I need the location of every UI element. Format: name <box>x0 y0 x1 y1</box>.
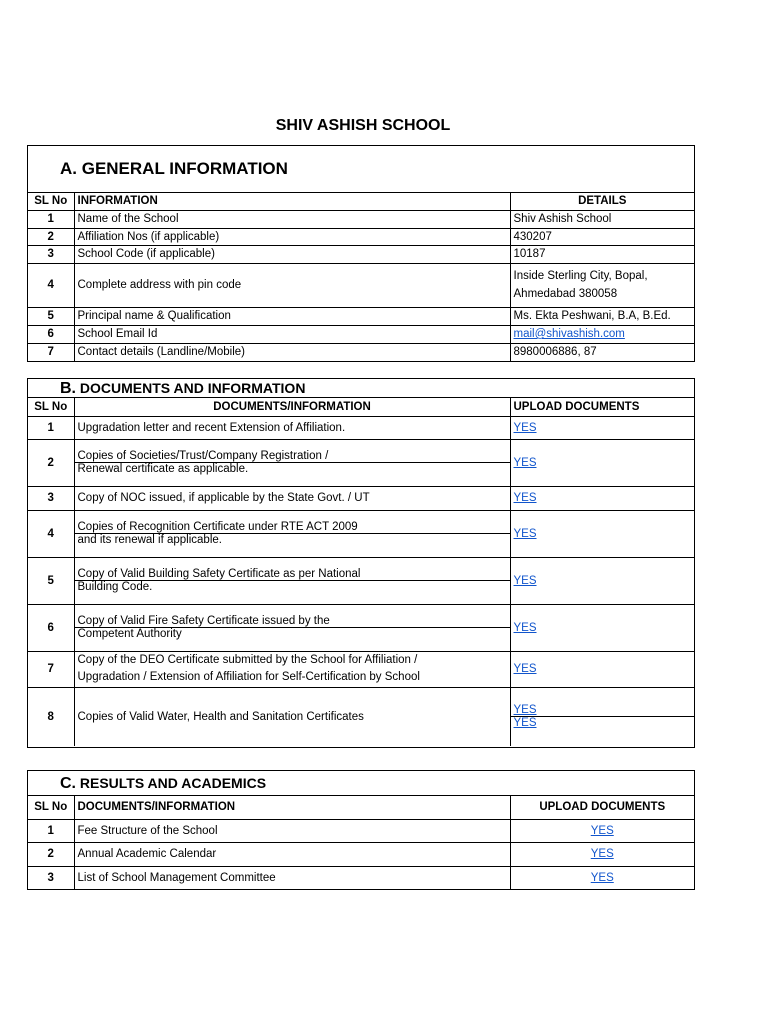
row-doc: Upgradation letter and recent Extension of Affiliation. <box>74 416 510 439</box>
table-row <box>28 819 694 842</box>
row-sl: 2 <box>28 439 74 486</box>
table-row <box>28 245 694 263</box>
row-sl: 3 <box>28 245 74 263</box>
row-doc: List of School Management Committee <box>74 866 510 889</box>
upload-line-1 <box>511 704 695 717</box>
row-upload <box>510 687 694 746</box>
row-sl: 2 <box>28 842 74 866</box>
row-sl: 5 <box>28 307 74 325</box>
table-row <box>28 510 694 557</box>
yes-link[interactable]: YES <box>513 456 537 469</box>
table-row <box>28 416 694 439</box>
table-header-row <box>28 398 694 416</box>
row-upload <box>510 439 694 486</box>
row-detail <box>510 325 694 343</box>
section-c-title: RESULTS AND ACADEMICS <box>79 775 267 791</box>
table-row <box>28 866 694 889</box>
row-upload <box>510 557 694 604</box>
table-row <box>28 486 694 510</box>
row-sl: 1 <box>28 819 74 842</box>
col-header-details: DETAILS <box>510 193 694 210</box>
col-header-documents: DOCUMENTS/INFORMATION <box>74 796 510 819</box>
documents-table <box>28 398 694 746</box>
col-header-upload: UPLOAD DOCUMENTS <box>510 398 694 416</box>
section-c-letter: C. <box>60 775 76 792</box>
row-upload <box>510 604 694 651</box>
col-header-upload: UPLOAD DOCUMENTS <box>510 796 694 819</box>
row-info: School Code (if applicable) <box>74 245 510 263</box>
col-header-information: INFORMATION <box>74 193 510 210</box>
row-upload <box>510 651 694 687</box>
row-doc <box>74 510 510 557</box>
yes-link[interactable]: YES <box>513 704 537 717</box>
row-sl: 1 <box>28 210 74 228</box>
row-info: Complete address with pin code <box>74 263 510 307</box>
doc-line-1: Copy of Valid Fire Safety Certificate issued by the <box>75 615 510 628</box>
row-sl: 8 <box>28 687 74 746</box>
row-doc: Annual Academic Calendar <box>74 842 510 866</box>
doc-line-2: Renewal certificate as applicable. <box>77 463 249 475</box>
row-info: Contact details (Landline/Mobile) <box>74 343 510 361</box>
yes-link[interactable]: YES <box>590 871 614 884</box>
row-info: Principal name & Qualification <box>74 307 510 325</box>
row-sl: 4 <box>28 263 74 307</box>
yes-link[interactable]: YES <box>513 574 537 587</box>
section-b-documents <box>27 378 695 748</box>
row-upload <box>510 486 694 510</box>
row-upload <box>510 842 694 866</box>
row-sl: 6 <box>28 325 74 343</box>
doc-line-2: Building Code. <box>77 581 153 593</box>
table-row <box>28 263 694 307</box>
row-detail: Shiv Ashish School <box>510 210 694 228</box>
table-row <box>28 687 694 746</box>
table-row <box>28 325 694 343</box>
row-sl: 3 <box>28 866 74 889</box>
yes-link[interactable]: YES <box>513 527 537 540</box>
section-a-general-information <box>27 145 695 362</box>
doc-line-1: Copies of Societies/Trust/Company Registration / <box>75 450 510 463</box>
row-info: Affiliation Nos (if applicable) <box>74 228 510 245</box>
row-doc <box>74 651 510 687</box>
upload-line-2 <box>511 717 695 729</box>
row-doc <box>74 604 510 651</box>
table-row <box>28 557 694 604</box>
section-a-heading <box>28 146 694 193</box>
section-a-title: A. GENERAL INFORMATION <box>60 159 288 178</box>
yes-link[interactable]: YES <box>513 663 537 675</box>
row-upload <box>510 819 694 842</box>
yes-link[interactable]: YES <box>513 621 537 634</box>
row-sl: 7 <box>28 343 74 361</box>
row-sl: 3 <box>28 486 74 510</box>
row-detail: 10187 <box>510 245 694 263</box>
row-sl: 1 <box>28 416 74 439</box>
yes-link[interactable]: YES <box>513 492 537 504</box>
yes-link[interactable]: YES <box>590 824 614 837</box>
address-line-2: Ahmedabad 380058 <box>513 288 618 300</box>
row-upload <box>510 416 694 439</box>
row-sl: 2 <box>28 228 74 245</box>
row-doc: Copies of Valid Water, Health and Sanitation Certificates <box>74 687 510 746</box>
school-email-link[interactable]: mail@shivashish.com <box>513 328 625 340</box>
row-doc: Copy of NOC issued, if applicable by the State Govt. / UT <box>74 486 510 510</box>
yes-link[interactable]: YES <box>513 421 537 434</box>
yes-link[interactable]: YES <box>590 848 614 860</box>
table-row <box>28 228 694 245</box>
section-c-heading <box>28 771 694 796</box>
doc-line-2: Upgradation / Extension of Affiliation for Self-Certification by School <box>77 671 420 683</box>
col-header-sl: SL No <box>28 398 74 416</box>
col-header-documents: DOCUMENTS/INFORMATION <box>74 398 510 416</box>
row-detail <box>510 263 694 307</box>
row-doc <box>74 439 510 486</box>
row-doc <box>74 557 510 604</box>
table-row <box>28 210 694 228</box>
row-info: School Email Id <box>74 325 510 343</box>
table-header-row <box>28 796 694 819</box>
row-sl: 6 <box>28 604 74 651</box>
row-detail: 430207 <box>510 228 694 245</box>
row-detail: Ms. Ekta Peshwani, B.A, B.Ed. <box>510 307 694 325</box>
row-detail: 8980006886, 87 <box>510 343 694 361</box>
row-info: Name of the School <box>74 210 510 228</box>
row-doc: Fee Structure of the School <box>74 819 510 842</box>
row-upload <box>510 510 694 557</box>
address-line-1: Inside Sterling City, Bopal, <box>513 270 648 282</box>
doc-line-2: and its renewal if applicable. <box>77 534 222 546</box>
row-sl: 7 <box>28 651 74 687</box>
yes-link[interactable]: YES <box>513 717 537 730</box>
table-row <box>28 842 694 866</box>
general-info-table <box>28 193 694 361</box>
section-b-heading <box>28 379 694 398</box>
section-b-title: DOCUMENTS AND INFORMATION <box>79 380 306 396</box>
section-b-letter: B. <box>60 380 76 397</box>
col-header-sl: SL No <box>28 193 74 210</box>
doc-line-1: Copy of the DEO Certificate submitted by the School for Affiliation / <box>77 654 418 666</box>
table-row <box>28 651 694 687</box>
table-row <box>28 439 694 486</box>
table-row <box>28 604 694 651</box>
results-table <box>28 796 694 889</box>
doc-line-1: Copies of Recognition Certificate under RTE ACT 2009 <box>75 521 510 534</box>
section-c-results <box>27 770 695 890</box>
table-row <box>28 343 694 361</box>
row-sl: 5 <box>28 557 74 604</box>
row-upload <box>510 866 694 889</box>
page-title: SHIV ASHISH SCHOOL <box>275 117 451 134</box>
row-sl: 4 <box>28 510 74 557</box>
doc-line-1: Copy of Valid Building Safety Certificate as per National <box>75 568 510 581</box>
table-row <box>28 307 694 325</box>
table-header-row <box>28 193 694 210</box>
col-header-sl: SL No <box>28 796 74 819</box>
doc-line-2: Competent Authority <box>77 628 182 640</box>
